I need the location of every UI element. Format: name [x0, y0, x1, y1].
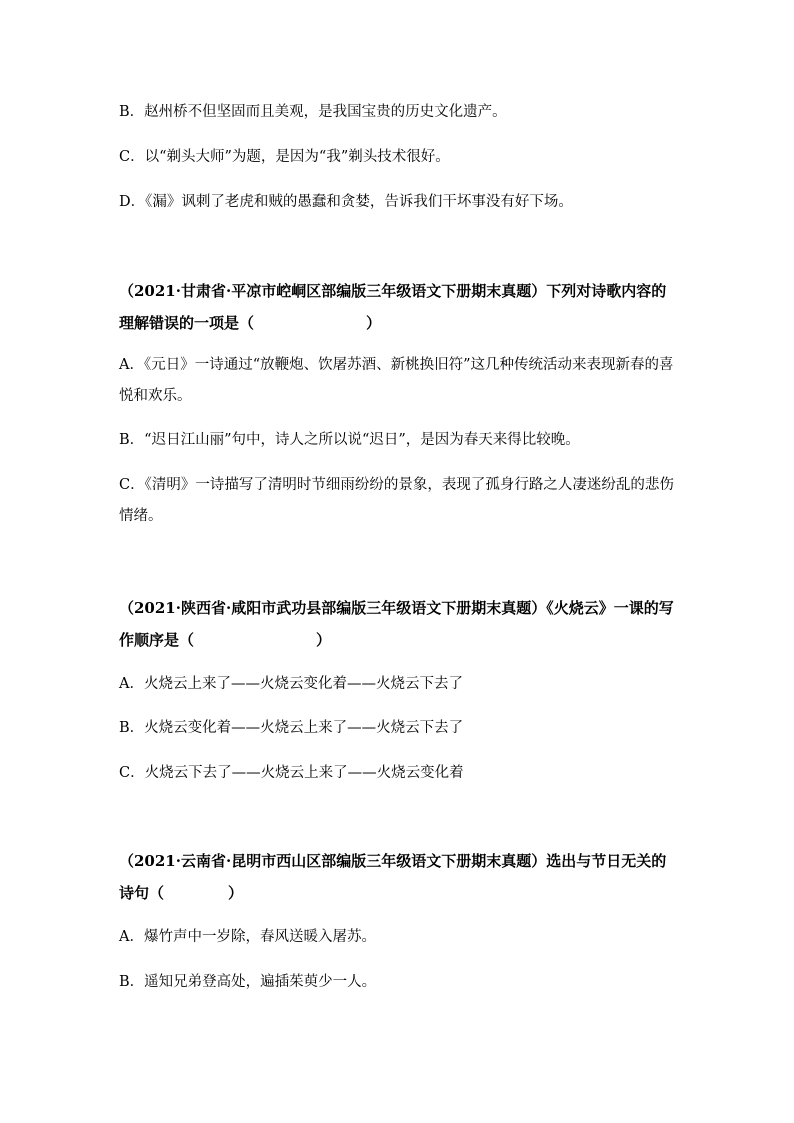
question-text: （2021·甘肃省·平凉市崆峒区部编版三年级语文下册期末真题）下列对诗歌内容的理解错误的一项是（	[119, 282, 667, 332]
option-b: B．火烧云变化着——火烧云上来了——火烧云下去了	[119, 720, 464, 736]
option-c: C．火烧云下去了——火烧云上来了——火烧云变化着	[119, 765, 464, 781]
question-close-paren: ）	[316, 631, 332, 649]
option-a: A．爆竹声中一岁除，春风送暖入屠苏。	[119, 929, 376, 945]
question-text: （2021·陕西省·咸阳市武功县部编版三年级语文下册期末真题）《火烧云》一课的写作顺序是（	[119, 599, 674, 649]
option-a: A．《元日》一诗通过“放鞭炮、饮屠苏酒、新桃换旧符”这几种传统活动来表现新春的喜悦和欢乐。	[119, 357, 674, 404]
option-b: B．赵州桥不但坚固而且美观，是我国宝贵的历史文化遗产。	[119, 104, 507, 120]
question-stem	[119, 592, 679, 656]
question-close-paren: ）	[228, 884, 244, 902]
option-c: C．以“剃头大师”为题，是因为“我”剃头技术很好。	[119, 149, 450, 165]
question-close-paren: ）	[366, 314, 382, 332]
option-d: D．《漏》讽刺了老虎和贼的愚蠢和贪婪，告诉我们干坏事没有好下场。	[119, 194, 573, 210]
option-b: B．“迟日江山丽”句中，诗人之所以说“迟日”，是因为春天来得比较晚。	[119, 432, 580, 448]
question-stem	[119, 845, 679, 909]
question-stem	[119, 275, 679, 339]
option-a: A．火烧云上来了——火烧云变化着——火烧云下去了	[119, 676, 463, 692]
question-text: （2021·云南省·昆明市西山区部编版三年级语文下册期末真题）选出与节日无关的诗句（	[119, 852, 667, 902]
option-b: B．遥知兄弟登高处，遍插茱萸少一人。	[119, 974, 377, 990]
option-c: C．《清明》一诗描写了清明时节细雨纷纷的景象，表现了孤身行路之人凄迷纷乱的悲伤情绪。	[119, 477, 674, 524]
